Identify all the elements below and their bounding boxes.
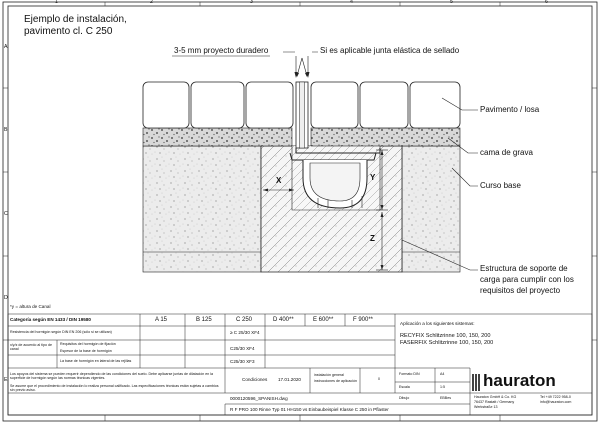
channel-inner <box>310 163 360 201</box>
grid-col-3: 3 <box>250 0 253 5</box>
grid-col-1: 1 <box>55 0 58 5</box>
class-b125: B 125 <box>196 317 212 323</box>
fixing-concrete-label: Requisitos del hormigón de fijación <box>60 342 116 346</box>
base-thickness-label: Espesor de la base de hormigón <box>60 349 112 353</box>
gravel-bed-right <box>311 128 460 146</box>
scale-label: Escala <box>399 385 410 389</box>
dim-x-label: X <box>276 176 282 185</box>
grid-row-a: A <box>4 44 8 50</box>
load-class-label: Categoría según EN 1433 / DIN 19580 <box>10 317 91 322</box>
dim-z-label: Z <box>370 234 375 243</box>
notes-1: Los apoyos del sistema se pueden requerir dependiendo de las condiciones del suelo. Debe aplicarse juntas de dilatación en la superficie de hormigón según las normas técnicas vigentes. <box>10 372 213 381</box>
grid-row-d: D <box>4 295 8 301</box>
grid-row-c: C <box>4 211 8 217</box>
conditions-label: Condiciones <box>242 377 268 382</box>
grid-col-2: 2 <box>150 0 153 5</box>
base-course-label: Curso base <box>480 181 521 190</box>
x-label: x/y/z de acuerdo al tipo de canal <box>10 343 52 351</box>
joint-width-label: 3-5 mm proyecto duradero <box>174 46 269 55</box>
concrete-strength-label: Resistencia del hormigón según DIN EN 206 (sólo si se utilizan) <box>10 330 112 334</box>
grid-col-4: 4 <box>350 0 353 5</box>
class-a15: A 15 <box>155 317 168 323</box>
product-faserfix: FASERFIX Schlitzrinne 100, 150, 200 <box>400 340 494 346</box>
lateral-base-label: La base de hormigón en lateral de las rejillas <box>60 359 132 363</box>
concrete-strength-value: ≥ C 25/30 XF4 <box>230 330 260 335</box>
drawing-title-line1: Ejemplo de instalación, <box>24 14 127 25</box>
support-label-line1: Estructura de soporte de <box>480 264 568 273</box>
installation-line1: instalación general <box>314 373 344 377</box>
date-value: 17.01.2020 <box>278 377 301 382</box>
grid-row-b: B <box>4 127 8 133</box>
format-value: A4 <box>440 372 445 376</box>
company-line3: Werkstraße 13 <box>474 405 498 409</box>
company-line2: 76437 Rastatt / Germany <box>474 400 515 404</box>
hauraton-logo: hauraton <box>483 371 556 390</box>
product-recyfix: RECYFIX Schlitzrinne 100, 150, 200 <box>400 333 491 339</box>
drawing-title-line2: pavimento cl. C 250 <box>24 26 113 37</box>
hauraton-logo-mark <box>473 374 479 391</box>
revision-value: 0 <box>378 377 380 381</box>
notes-2: Se asume que el procedimiento de instalación lo realiza personal calificado. Las especificaciones técnicas están sujetas a cambios sin previo aviso. <box>10 384 219 393</box>
drawn-label: Dibujo <box>399 396 410 400</box>
grid-col-6: 6 <box>545 0 548 5</box>
company-phone: Tel +49 7222 958-0 <box>540 395 571 399</box>
file-path: R F PRO 100 Rinne Typ 01 HH150 vs Einbaubeispiel Klasse C 250 in Pflaster <box>230 407 389 412</box>
class-e600: E 600** <box>313 317 334 323</box>
sealing-joint-label: Si es aplicable junta elástica de sellado <box>320 46 460 55</box>
lateral-base-value: C25/30 XF3 <box>230 359 255 364</box>
company-email: info@hauraton.com <box>540 400 572 404</box>
grid-col-5: 5 <box>450 0 453 5</box>
applicable-title: Aplicación a los siguientes sistemas: <box>400 321 475 326</box>
drawing-number: 0000120596_SPANISH.dwg <box>230 396 288 401</box>
class-c250: C 250 <box>236 317 253 323</box>
drawn-value: EBBes <box>440 396 451 400</box>
gravel-bed-label: cama de grava <box>480 148 533 157</box>
installation-line2: instrucciones de aplicación <box>314 379 357 383</box>
format-label: Formato DIN <box>399 372 420 376</box>
footnote: *y = altura de Canal <box>10 304 51 309</box>
dim-y-label: Y <box>370 173 376 182</box>
base-course-left <box>143 146 261 272</box>
fixing-concrete-value: C25/30 XF4 <box>230 346 255 351</box>
grid-row-e: E <box>4 377 8 383</box>
class-f900: F 900** <box>353 317 374 323</box>
scale-value: 1:5 <box>440 385 445 389</box>
class-d400: D 400** <box>273 317 294 323</box>
gravel-bed-left <box>143 128 292 146</box>
paving-label: Pavimento / losa <box>480 105 540 114</box>
support-label-line2: carga para cumplir con los <box>480 275 574 284</box>
slot-inner <box>300 82 305 148</box>
company-line1: Hauraton GmbH & Co. KG <box>474 395 517 399</box>
support-label-line3: requisitos del proyecto <box>480 286 561 295</box>
